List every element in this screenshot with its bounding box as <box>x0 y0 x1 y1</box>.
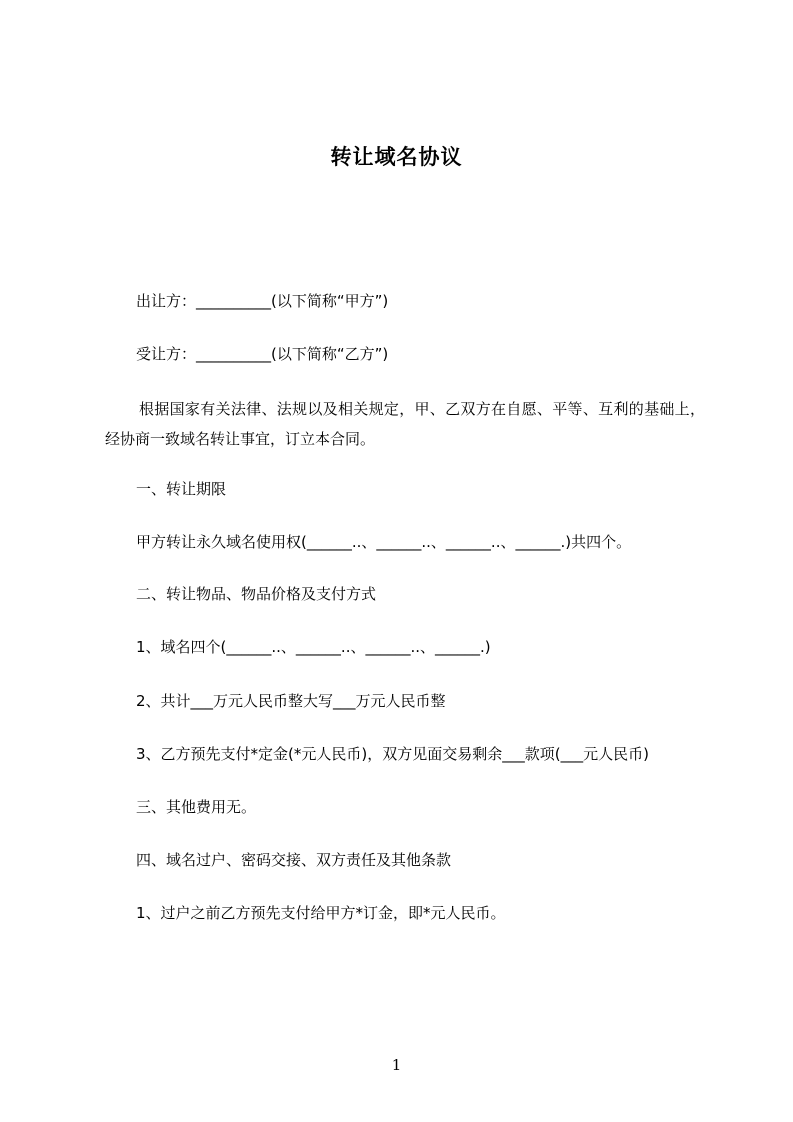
section-4-item-1: 1、过户之前乙方预先支付给甲方*订金，即*元人民币。 <box>136 904 506 922</box>
section-3-heading: 三、其他费用无。 <box>136 798 257 816</box>
section-2-item-2: 2、共计___万元人民币整大写___万元人民币整 <box>136 692 446 710</box>
section-1-text: 甲方转让永久域名使用权(______..、______..、______..、______.)共四个。 <box>136 533 632 551</box>
section-2-item-1: 1、域名四个(______..、______..、______..、______.) <box>136 638 491 656</box>
section-1-heading: 一、转让期限 <box>136 480 227 498</box>
section-2-heading: 二、转让物品、物品价格及支付方式 <box>136 585 377 603</box>
section-4-heading: 四、域名过户、密码交接、双方责任及其他条款 <box>136 851 452 869</box>
section-2-item-3: 3、乙方预先支付*定金(*元人民币)，双方见面交易剩余___款项(___元人民币) <box>136 745 649 763</box>
document-title: 转让域名协议 <box>330 145 463 169</box>
transferee-line: 受让方：__________(以下简称“乙方”) <box>136 345 389 363</box>
transferor-line: 出让方：__________(以下简称“甲方”) <box>136 292 389 310</box>
preamble-paragraph: 根据国家有关法律、法规以及相关规定，甲、乙双方在自愿、平等、互利的基础上，经协商一致域名转让事宜，订立本合同。 <box>105 400 705 448</box>
page-number: 1 <box>391 1056 402 1074</box>
